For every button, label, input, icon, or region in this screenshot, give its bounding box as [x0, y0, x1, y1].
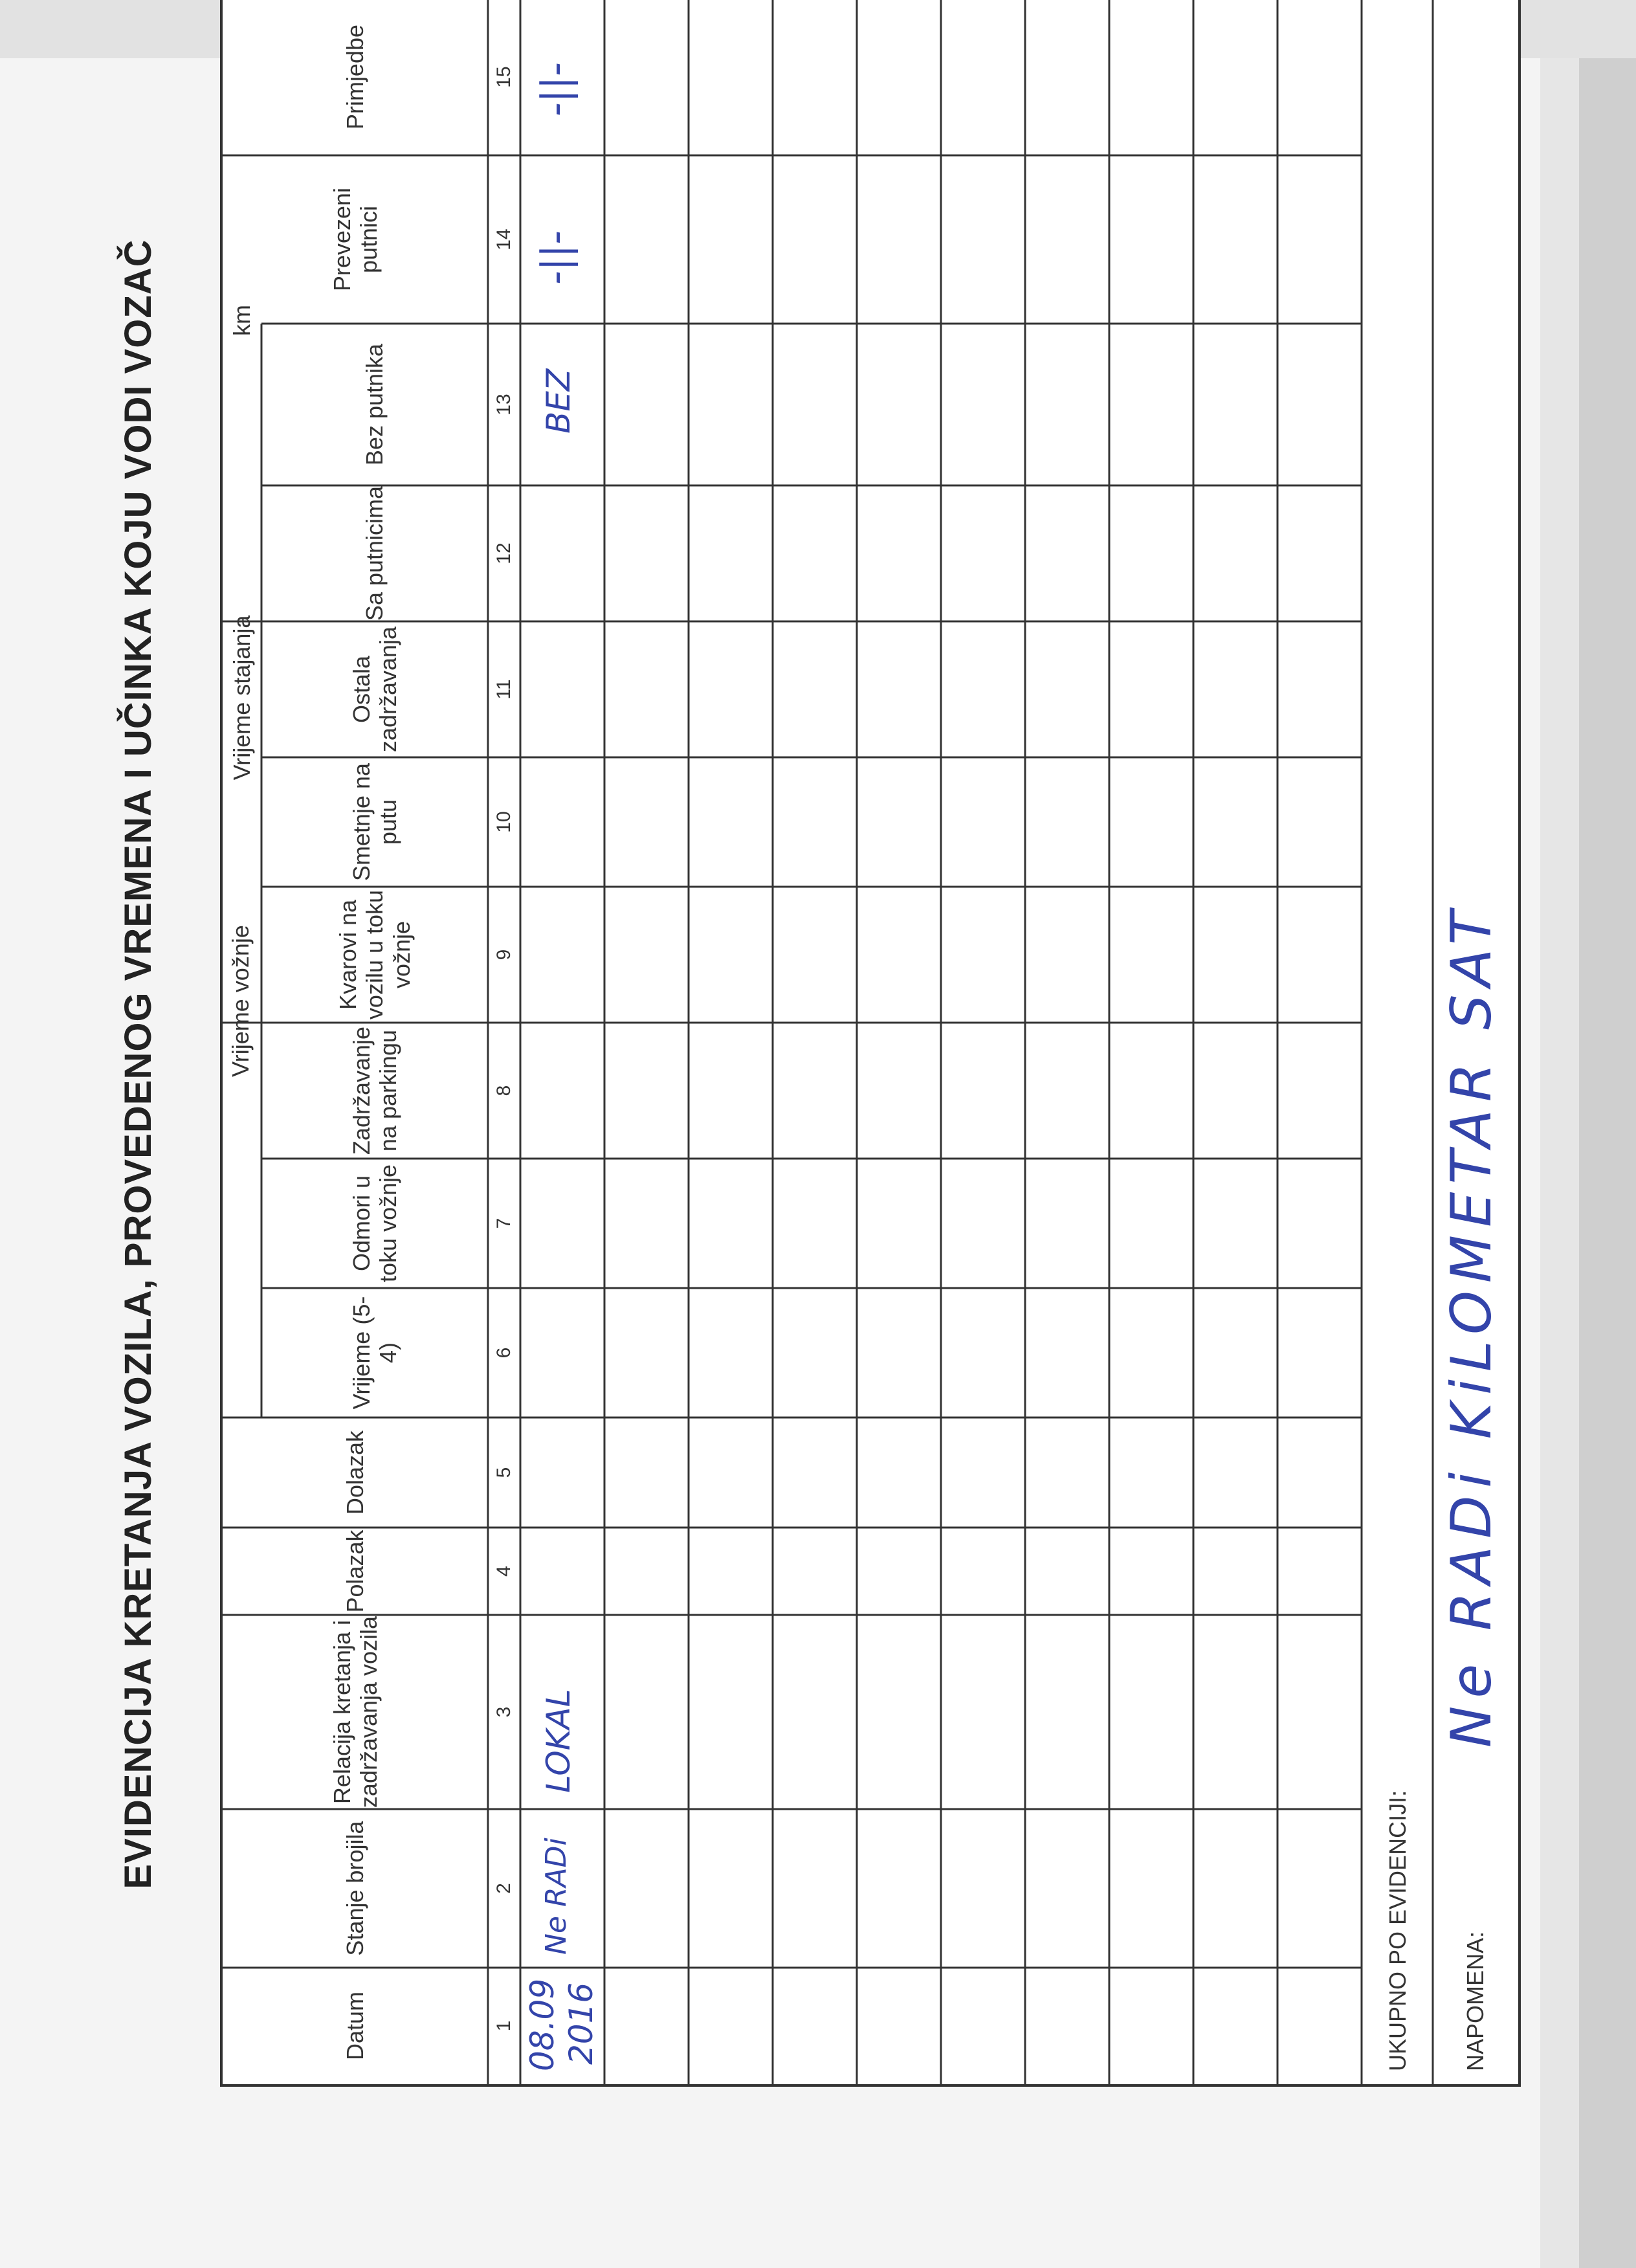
col-header-sa-putnicima: Sa putnicima	[361, 485, 388, 621]
entry-without-passengers: BEZ	[540, 368, 577, 434]
col-num-1: 1	[492, 2020, 514, 2032]
note-text: Ne RADi KiLOMETAR SAT	[1439, 903, 1504, 1748]
entry-passengers: -||-	[533, 230, 579, 285]
form-title: EVIDENCIJA KRETANJA VOZILA, PROVEDENOG VREMENA I UČINKA KOJU VODI VOZAČ	[117, 239, 159, 1889]
col-header-vrijeme-5-4: Vrijeme (5-4)	[348, 1296, 401, 1410]
col-num-11: 11	[492, 679, 514, 700]
col-header-ostala: Ostala zadržavanja	[348, 626, 401, 753]
col-num-6: 6	[492, 1347, 514, 1359]
col-header-prevezeni: Prevezeni putnici	[328, 187, 382, 292]
note-label: NAPOMENA:	[1462, 1931, 1488, 2071]
col-header-odmori: Odmori u toku vožnje	[348, 1164, 401, 1283]
col-num-3: 3	[492, 1706, 514, 1718]
entry-relation: LOKAL	[540, 1689, 577, 1793]
col-num-14: 14	[492, 228, 514, 250]
group-header-driving-time: Vrijeme vožnje	[227, 925, 254, 1077]
entry-date-line2: 2016	[562, 1982, 600, 2065]
col-num-2: 2	[492, 1883, 514, 1894]
col-num-7: 7	[492, 1217, 514, 1229]
col-num-8: 8	[492, 1085, 514, 1096]
col-num-12: 12	[492, 542, 514, 564]
col-num-13: 13	[492, 394, 514, 416]
col-header-dolazak: Dolazak	[342, 1430, 369, 1515]
col-header-polazak: Polazak	[342, 1529, 369, 1613]
col-header-zadrzavanje-parking: Zadržavanje na parkingu	[348, 1026, 401, 1155]
log-table	[220, 0, 1521, 2087]
col-header-kvarovi: Kvarovi na vozilu u toku vožnje	[334, 889, 415, 1020]
group-header-km: km	[228, 305, 256, 336]
col-header-stanje-brojila: Stanje brojila	[342, 1821, 369, 1956]
col-header-relacija: Relacija kretanja i zadržavanja vozila	[328, 1616, 382, 1808]
group-header-stop-time: Vrijeme stajanja	[228, 615, 256, 781]
totals-label: UKUPNO PO EVIDENCIJI:	[1384, 1790, 1411, 2071]
col-num-5: 5	[492, 1467, 514, 1478]
entry-remarks: -||-	[533, 62, 579, 117]
col-header-smetnje: Smetnje na putu	[348, 762, 401, 882]
col-header-bez-putnika: Bez putnika	[361, 343, 388, 466]
col-header-datum: Datum	[342, 1991, 369, 2061]
entry-meter: Ne RADi	[540, 1838, 573, 1955]
col-num-15: 15	[492, 66, 514, 88]
entry-date-line1: 08.09	[524, 1978, 561, 2071]
col-num-4: 4	[492, 1566, 514, 1577]
col-header-primjedbe: Primjedbe	[342, 24, 369, 130]
col-num-9: 9	[492, 949, 514, 961]
col-num-10: 10	[492, 811, 514, 833]
